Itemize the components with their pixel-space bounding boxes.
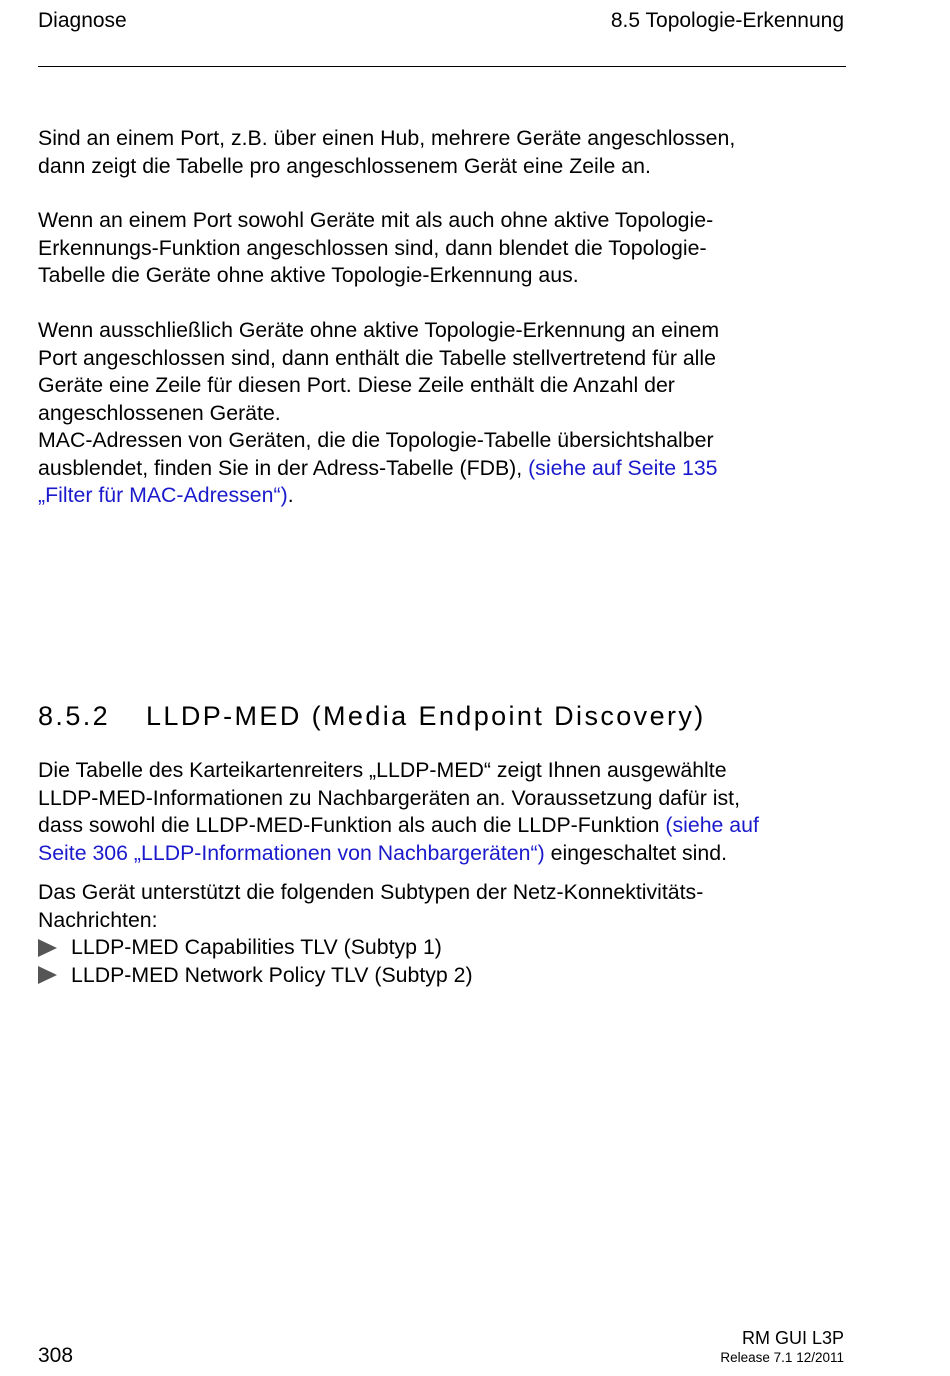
list-item bbox=[38, 962, 473, 990]
footer-release-info: Release 7.1 12/2011 bbox=[720, 1350, 844, 1365]
text-line: dann zeigt die Tabelle pro angeschlossenem Gerät eine Zeile an. bbox=[38, 153, 651, 178]
link-text[interactable]: (siehe auf bbox=[665, 813, 759, 837]
text-line-end: eingeschaltet sind. bbox=[544, 840, 728, 865]
list-item-text: LLDP-MED Capabilities TLV (Subtyp 1) bbox=[71, 935, 442, 959]
page-number: 308 bbox=[38, 1344, 74, 1367]
list-item-text: LLDP-MED Network Policy TLV (Subtyp 2) bbox=[71, 962, 473, 987]
link-text[interactable]: „Filter für MAC-Adressen“) bbox=[38, 483, 288, 507]
section-title: LLDP-MED (Media Endpoint Discovery) bbox=[146, 701, 706, 731]
text-line: angeschlossenen Geräte. bbox=[38, 400, 281, 425]
text-punctuation: . bbox=[287, 483, 294, 507]
text-line: Nachrichten: bbox=[38, 907, 158, 932]
paragraph-hub-ports bbox=[38, 125, 850, 180]
paragraph-subtypes bbox=[38, 879, 850, 934]
text-line: Port angeschlossen sind, dann enthält die Tabelle stellvertretend für alle bbox=[38, 345, 716, 370]
footer-document-title: RM GUI L3P bbox=[741, 1328, 844, 1348]
text-line: Das Gerät unterstützt die folgenden Subtypen der Netz-Konnektivitäts- bbox=[38, 880, 704, 904]
text-line: Die Tabelle des Karteikartenreiters „LLDP-MED“ zeigt Ihnen ausgewählte bbox=[38, 758, 727, 782]
text-line: LLDP-MED-Informationen zu Nachbargeräten an. Voraussetzung dafür ist, bbox=[38, 785, 740, 810]
text-line: dass sowohl die LLDP-MED-Funktion als auch die LLDP-Funktion bbox=[38, 813, 666, 837]
triangle-bullet-icon bbox=[38, 939, 57, 957]
paragraph-lldp-med-intro bbox=[38, 757, 850, 867]
text-line: Geräte eine Zeile für diesen Port. Diese Zeile enthält die Anzahl der bbox=[38, 373, 675, 397]
text-line: Tabelle die Geräte ohne aktive Topologie-Erkennung aus. bbox=[38, 263, 579, 287]
text-line: MAC-Adressen von Geräten, die die Topologie-Tabelle übersichtshalber bbox=[38, 428, 714, 452]
section-number: 8.5.2 bbox=[38, 701, 111, 731]
subtype-list bbox=[38, 934, 473, 989]
paragraph-no-topology-devices bbox=[38, 317, 850, 510]
running-header-chapter: Diagnose bbox=[38, 9, 127, 32]
text-line: Sind an einem Port, z.B. über einen Hub, mehrere Geräte angeschlossen, bbox=[38, 126, 736, 150]
text-line: ausblendet, finden Sie in der Adress-Tabelle (FDB), bbox=[38, 455, 529, 480]
text-line: Erkennungs-Funktion angeschlossen sind, dann blendet die Topologie- bbox=[38, 235, 707, 260]
running-header-section: 8.5 Topologie-Erkennung bbox=[610, 9, 844, 32]
section-heading bbox=[38, 699, 706, 733]
header-divider bbox=[38, 66, 846, 67]
text-line: Wenn an einem Port sowohl Geräte mit als auch ohne aktive Topologie- bbox=[38, 208, 714, 232]
triangle-bullet-icon bbox=[38, 966, 57, 984]
text-line: Wenn ausschließlich Geräte ohne aktive Topologie-Erkennung an einem bbox=[38, 318, 720, 342]
list-item bbox=[38, 934, 473, 962]
link-text[interactable]: (siehe auf Seite 135 bbox=[528, 455, 718, 480]
link-text[interactable]: Seite 306 „LLDP-Informationen von Nachbargeräten“) bbox=[38, 840, 545, 865]
paragraph-mixed-devices bbox=[38, 207, 850, 290]
